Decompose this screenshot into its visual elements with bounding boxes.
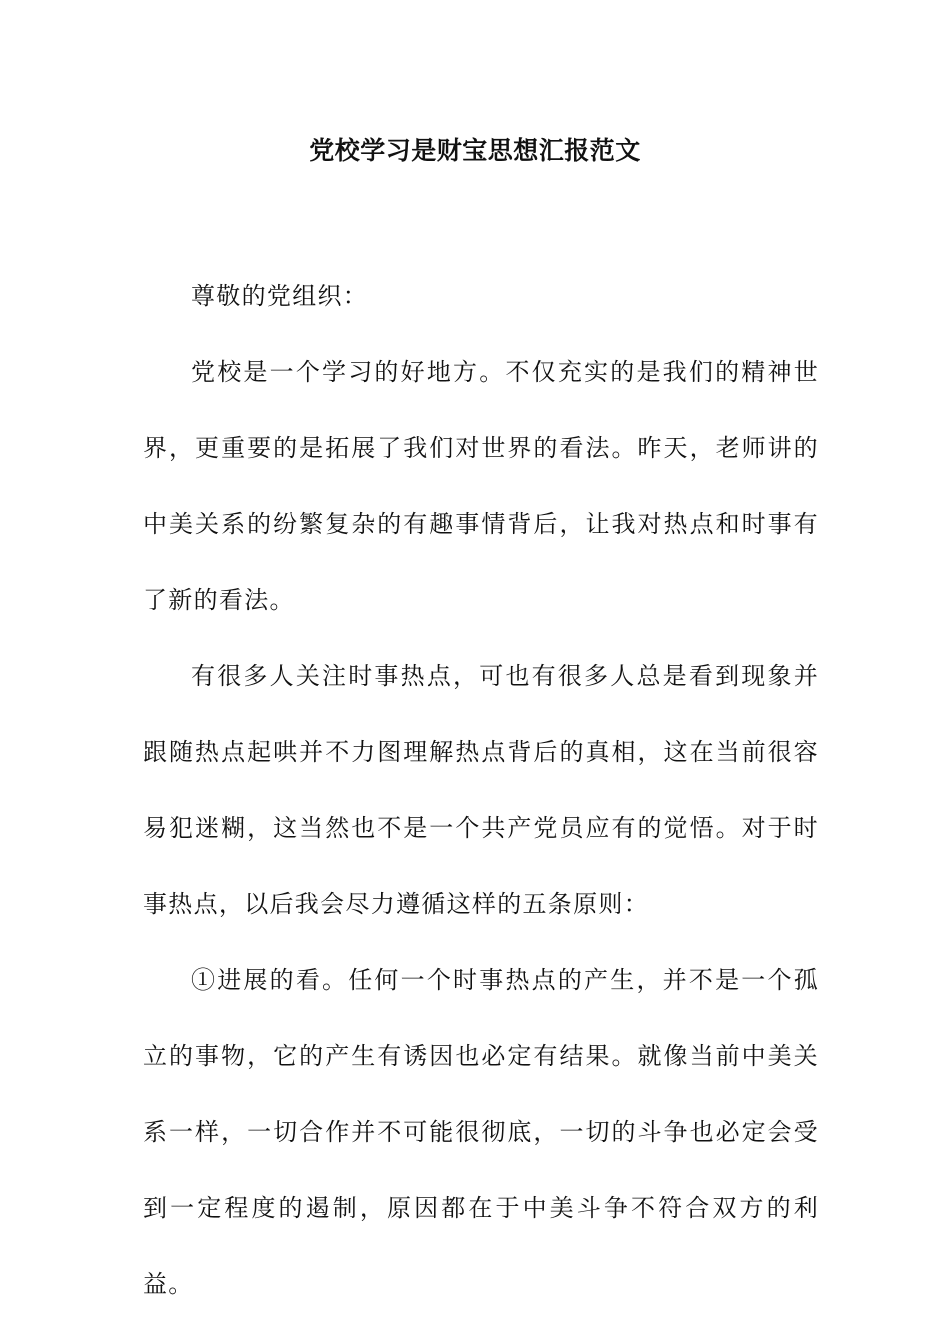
salutation-paragraph: 尊敬的党组织： [191,282,369,310]
body-paragraph: 党校是一个学习的好地方。不仅充实的是我们的精神世界，更重要的是拓展了我们对世界的看法。昨天，老师讲的中美关系的纷繁复杂的有趣事情背后，让我对热点和时事有了新的看法。 [143,358,819,614]
document-title: 党校学习是财宝思想汇报范文 [309,136,641,165]
body-paragraph: 有很多人关注时事热点，可也有很多人总是看到现象并跟随热点起哄并不力图理解热点背后的真相，这在当前很容易犯迷糊，这当然也不是一个共产党员应有的觉悟。对于时事热点，以后我会尽力遵循这样的五条原则： [143,662,819,918]
body-paragraph: ①进展的看。任何一个时事热点的产生，并不是一个孤立的事物，它的产生有诱因也必定有结果。就像当前中美关系一样，一切合作并不可能很彻底，一切的斗争也必定会受到一定程度的遏制，原因都在于中美斗争不符合双方的利益。 [143,966,819,1298]
document-body [143,258,819,1322]
